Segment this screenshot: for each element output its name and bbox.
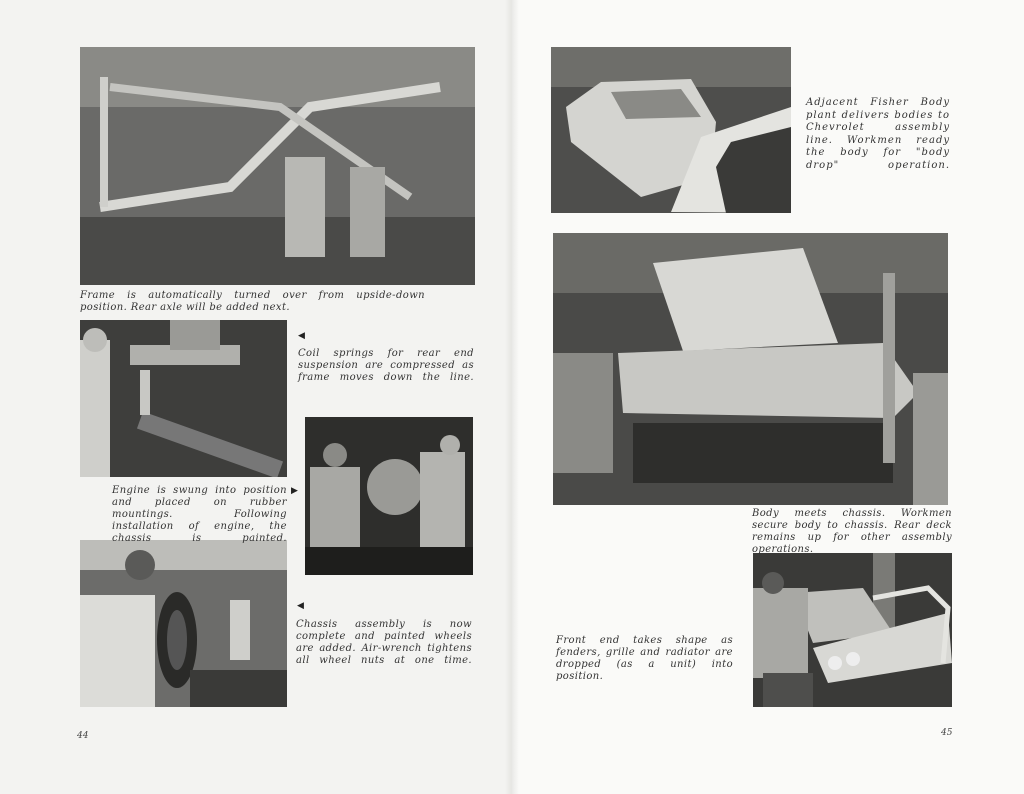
- caption-frame: Frame is automatically turned over from upside-down position. Rear axle will be added next.: [80, 290, 425, 313]
- photo-front-end: [753, 553, 952, 707]
- pointer-arrow-right-icon: ▶: [291, 486, 298, 496]
- book-gutter: [505, 0, 519, 794]
- photo-fisher-bodies: [551, 47, 791, 213]
- photo-body-meets-chassis: [553, 233, 948, 505]
- page-number-left: 44: [77, 731, 89, 741]
- photo-engine-install: [305, 417, 473, 575]
- caption-front-end: Front end takes shape as fenders, grille and radiator are dropped (as a unit) into position.: [556, 635, 733, 682]
- photo-coil-springs: [80, 320, 287, 477]
- pointer-arrow-left-icon: ◀: [298, 331, 305, 341]
- caption-body-meets-chassis: Body meets chassis. Workmen secure body to chassis. Rear deck remains up for other assembly operations.: [752, 508, 952, 555]
- caption-coil-springs: Coil springs for rear end suspension are compressed as frame moves down the line.: [298, 348, 474, 383]
- caption-engine: Engine is swung into position and placed on rubber mountings. Following installation of engine, the chassis is painted.: [112, 485, 287, 544]
- page-number-right: 45: [941, 728, 953, 738]
- photo-frame-turnover: [80, 47, 475, 285]
- photo-wheels-added: [80, 540, 287, 707]
- caption-chassis: Chassis assembly is now complete and painted wheels are added. Air-wrench tightens all wheel nuts at one time.: [296, 619, 472, 666]
- pointer-arrow-left-icon: ◀: [297, 601, 304, 611]
- caption-fisher-body: Adjacent Fisher Body plant delivers bodies to Chevrolet assembly line. Workmen ready the body for "body drop" operation.: [806, 97, 950, 171]
